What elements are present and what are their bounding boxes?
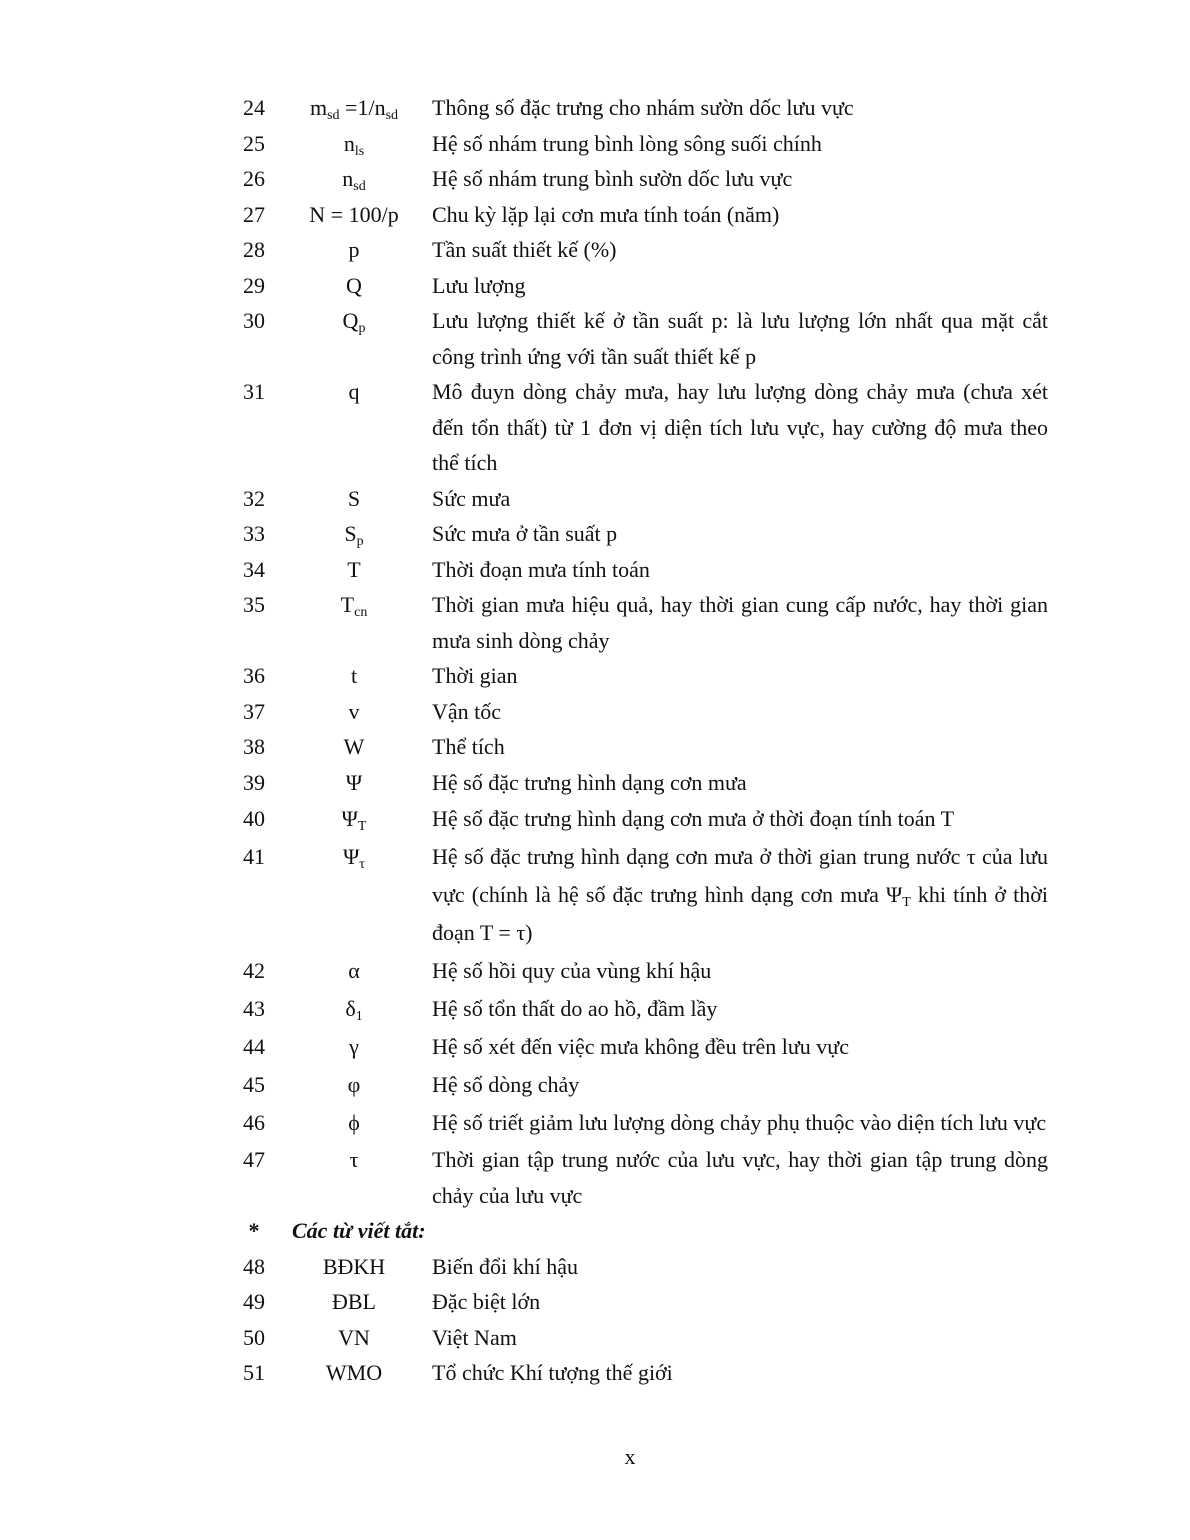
- row-number: 32: [243, 485, 265, 511]
- row-description: Hệ số đặc trưng hình dạng cơn mưa: [432, 769, 747, 795]
- table-row: [232, 481, 1048, 517]
- row-description: Đặc biệt lớn: [432, 1289, 541, 1314]
- table-row: [232, 990, 1048, 1028]
- row-symbol: φ: [347, 1072, 361, 1097]
- row-description: Thời gian mưa hiệu quả, hay thời gian cung cấp nước, hay thời gian mưa sinh dòng chảy: [432, 592, 1048, 653]
- table-row: [232, 729, 1048, 765]
- row-description: Hệ số tổn thất do ao hồ, đầm lầy: [432, 996, 718, 1021]
- row-number: 36: [243, 663, 265, 688]
- row-number: 34: [243, 556, 265, 582]
- row-symbol: α: [348, 958, 360, 983]
- row-description: Lưu lượng thiết kế ở tần suất p: là lưu lượng lớn nhất qua mặt cắt công trình ứng với tần suất thiết kế p: [432, 308, 1048, 369]
- row-symbol: W: [343, 734, 365, 759]
- row-description: Hệ số nhám trung bình lòng sông suối chính: [432, 130, 822, 156]
- row-number: 46: [243, 1110, 265, 1135]
- table-row: [232, 161, 1048, 197]
- section-title: Các từ viết tắt:: [292, 1218, 426, 1243]
- table-row: [232, 765, 1048, 801]
- row-number: 48: [243, 1253, 265, 1279]
- row-symbol: Ψ: [345, 769, 363, 795]
- row-symbol: $T_{cn}$: [340, 592, 368, 620]
- row-symbol: Q: [346, 272, 362, 298]
- row-number: 25: [243, 130, 265, 156]
- row-description: Hệ số triết giảm lưu lượng dòng chảy phụ thuộc vào diện tích lưu vực: [432, 1110, 1047, 1135]
- row-symbol: WMO: [325, 1360, 383, 1385]
- row-number: 35: [243, 592, 265, 617]
- table-row: [232, 1028, 1048, 1066]
- table-row: [232, 1320, 1048, 1356]
- row-description: Mô đuyn dòng chảy mưa, hay lưu lượng dòng chảy mưa (chưa xét đến tổn thất) từ 1 đơn vị diện tích lưu vực, hay cường độ mưa theo thể tích: [432, 379, 1048, 475]
- row-number: 45: [243, 1072, 265, 1097]
- row-number: 27: [243, 201, 265, 227]
- row-description: Sức mưa ở tần suất p: [432, 521, 618, 546]
- row-description: Biến đổi khí hậu: [432, 1253, 579, 1279]
- table-row: [232, 838, 1048, 952]
- row-symbol: ϕ: [348, 1110, 360, 1135]
- row-number: 37: [243, 698, 265, 724]
- table-row: [232, 197, 1048, 233]
- row-number: 24: [243, 95, 265, 120]
- row-symbol: S: [347, 485, 361, 511]
- row-symbol: $S_p$: [344, 521, 364, 549]
- row-symbol: τ: [349, 1147, 359, 1172]
- table-row: [232, 1355, 1048, 1391]
- row-symbol: t: [350, 663, 358, 688]
- row-number: 44: [243, 1034, 265, 1059]
- page-number: x: [624, 1444, 636, 1469]
- row-description: Việt Nam: [432, 1324, 517, 1350]
- row-description: Tần suất thiết kế (%): [432, 237, 617, 262]
- row-symbol: $\Psi_\tau$: [343, 844, 365, 872]
- table-row: [232, 1284, 1048, 1320]
- table-row: [232, 952, 1048, 990]
- row-symbol: $\delta_1$: [345, 996, 363, 1024]
- row-number: 40: [243, 806, 265, 831]
- row-description: Hệ số đặc trưng hình dạng cơn mưa ở thời đoạn tính toán T: [432, 806, 955, 831]
- row-description: Hệ số đặc trưng hình dạng cơn mưa ở thời gian trung nước τ của lưu vực (chính là hệ số đặc trưng hình dạng cơn mưa $\Psi_T$ khi tính ở thời đoạn T = τ): [432, 844, 1048, 945]
- table-row: [232, 90, 1048, 126]
- row-number: 26: [243, 166, 265, 191]
- row-symbol: $\Psi_T$: [341, 806, 367, 834]
- symbol-table: [232, 90, 1048, 1391]
- row-number: 50: [243, 1324, 265, 1350]
- row-description: Lưu lượng: [432, 272, 526, 298]
- row-symbol: $n_{sd}$: [342, 166, 366, 194]
- table-row: [232, 303, 1048, 374]
- table-row: [232, 232, 1048, 268]
- row-description: Chu kỳ lặp lại cơn mưa tính toán (năm): [432, 201, 780, 227]
- row-number: 41: [243, 844, 265, 869]
- row-symbol: $Q_p$: [342, 308, 366, 336]
- row-number: 39: [243, 769, 265, 795]
- section-heading: [232, 1213, 1048, 1249]
- table-row: [232, 126, 1048, 162]
- row-description: Hệ số dòng chảy: [432, 1072, 580, 1097]
- row-description: Hệ số xét đến việc mưa không đều trên lưu vực: [432, 1034, 849, 1059]
- row-symbol: N = 100/p: [309, 201, 399, 227]
- row-symbol: T: [347, 556, 361, 582]
- row-symbol: p: [348, 237, 360, 262]
- row-description: Sức mưa: [432, 485, 511, 511]
- table-row: [232, 658, 1048, 694]
- table-row: [232, 1066, 1048, 1104]
- table-row: [232, 1104, 1048, 1142]
- row-symbol: v: [348, 698, 360, 724]
- row-symbol: BĐKH: [322, 1253, 386, 1279]
- table-row: [232, 587, 1048, 658]
- row-number: 31: [243, 379, 265, 404]
- row-number: 33: [243, 521, 265, 546]
- table-row: [232, 552, 1048, 588]
- row-number: 28: [243, 237, 265, 262]
- row-number: 51: [243, 1360, 265, 1385]
- row-number: 30: [243, 308, 265, 333]
- table-row: [232, 516, 1048, 552]
- row-symbol: VN: [338, 1324, 370, 1350]
- row-number: 47: [243, 1147, 265, 1172]
- row-number: 38: [243, 734, 265, 759]
- table-row: [232, 1249, 1048, 1285]
- row-symbol: $m_{sd} =1/n_{sd}$: [309, 95, 399, 123]
- row-symbol: q: [348, 379, 360, 404]
- table-row: [232, 800, 1048, 838]
- row-description: Hệ số nhám trung bình sườn dốc lưu vực: [432, 166, 793, 191]
- section-marker: *: [248, 1218, 260, 1243]
- row-description: Thể tích: [432, 734, 505, 759]
- table-row: [232, 268, 1048, 304]
- row-description: Thời gian tập trung nước của lưu vực, hay thời gian tập trung dòng chảy của lưu vực: [432, 1147, 1048, 1208]
- row-number: 43: [243, 996, 265, 1021]
- row-symbol: ĐBL: [332, 1289, 376, 1314]
- row-description: Thời đoạn mưa tính toán: [432, 556, 650, 582]
- row-description: Thời gian: [432, 663, 518, 688]
- row-number: 29: [243, 272, 265, 298]
- row-symbol: $n_{ls}$: [343, 130, 365, 159]
- table-row: [232, 1142, 1048, 1213]
- row-description: Vận tốc: [432, 698, 502, 724]
- table-row: [232, 374, 1048, 481]
- row-symbol: γ: [349, 1034, 359, 1059]
- row-description: Tổ chức Khí tượng thế giới: [432, 1360, 673, 1385]
- row-number: 42: [243, 958, 265, 983]
- row-description: Hệ số hồi quy của vùng khí hậu: [432, 958, 712, 983]
- row-description: Thông số đặc trưng cho nhám sườn dốc lưu vực: [432, 95, 854, 120]
- table-row: [232, 694, 1048, 730]
- row-number: 49: [243, 1289, 265, 1314]
